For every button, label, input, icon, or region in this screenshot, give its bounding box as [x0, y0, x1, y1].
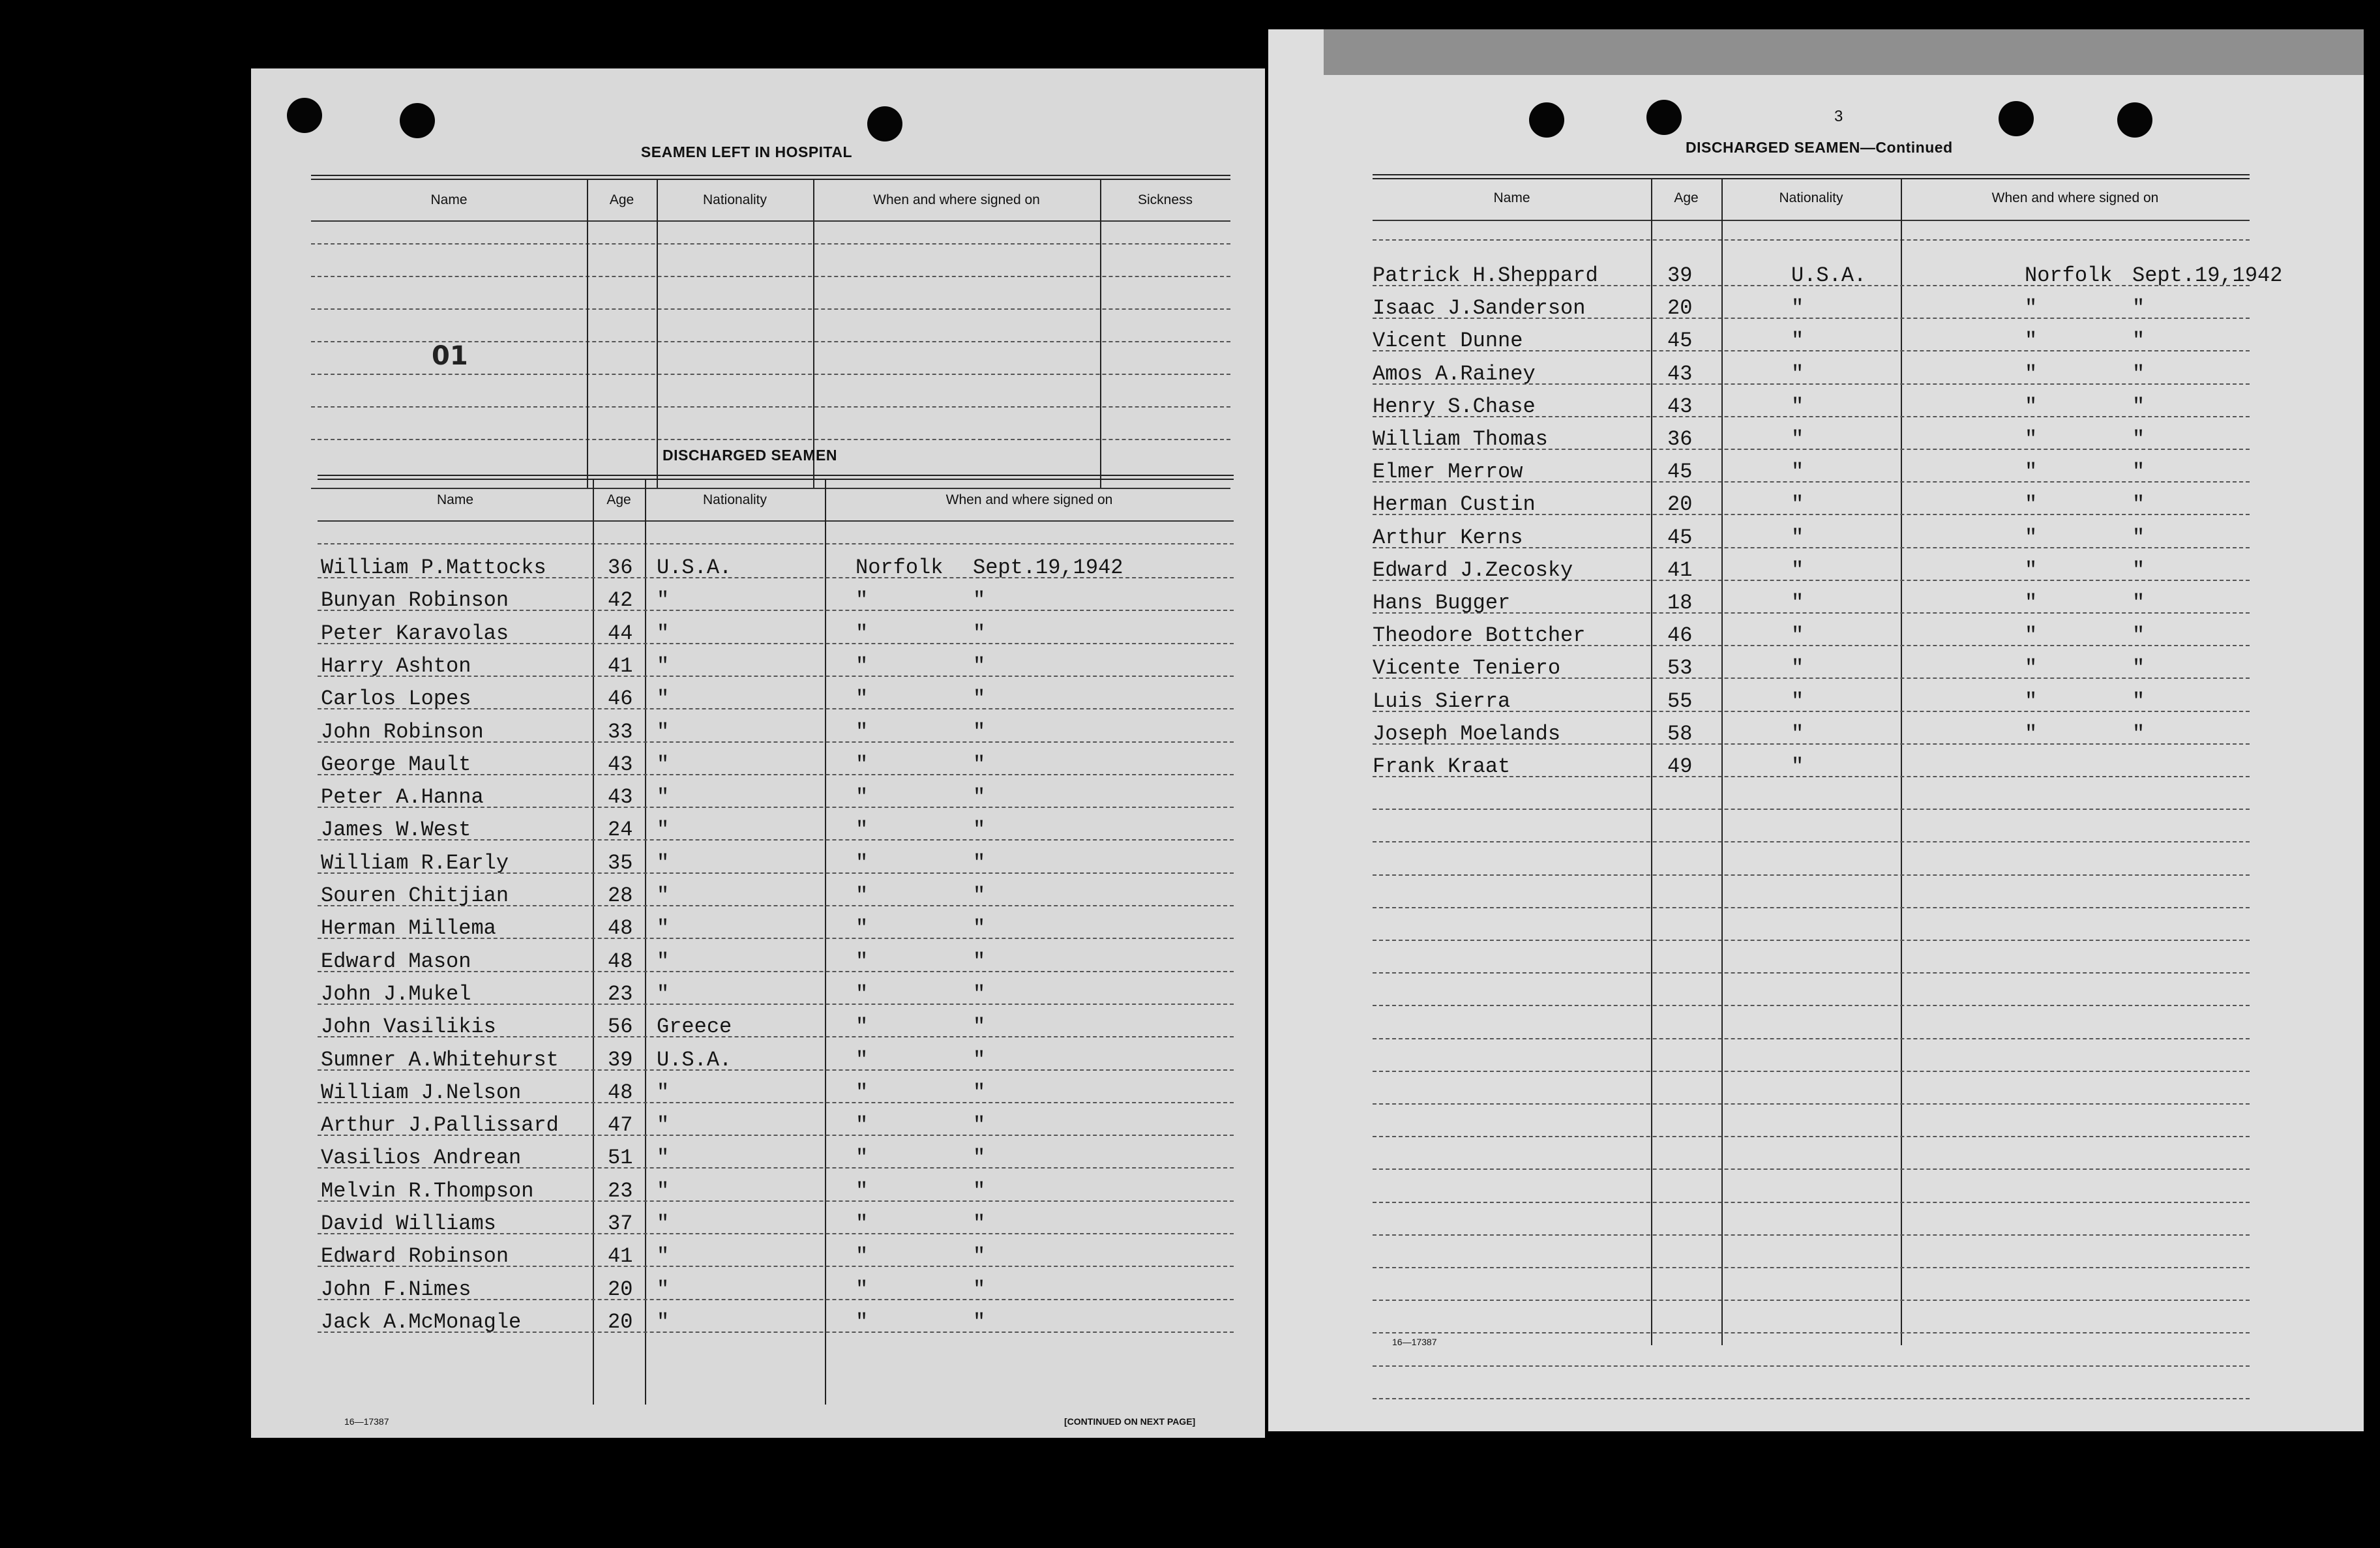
cell-date: Sept.19,1942	[2132, 263, 2283, 288]
cell-nationality: "	[657, 850, 670, 875]
row-rule	[1373, 972, 2250, 974]
cell-place: "	[2025, 558, 2038, 582]
cell-place: "	[2025, 656, 2038, 681]
cell-nationality: U.S.A.	[657, 1047, 732, 1072]
cell-place: "	[855, 1015, 869, 1039]
discharged-table	[318, 475, 1234, 1407]
cell-date: "	[973, 588, 986, 613]
cell-name: George Mault	[321, 752, 471, 777]
punch-hole	[2117, 102, 2152, 138]
cell-age: 24	[608, 818, 633, 842]
cell-place: "	[855, 752, 869, 777]
cell-nationality: "	[657, 1244, 670, 1269]
cell-name: Luis Sierra	[1373, 689, 1511, 713]
punch-hole	[287, 98, 322, 133]
cell-nationality: "	[657, 1146, 670, 1170]
cell-date: Sept.19,1942	[973, 556, 1123, 580]
cell-date: "	[2132, 329, 2145, 353]
cell-place: "	[2025, 394, 2038, 419]
discharged-section-title: DISCHARGED SEAMEN	[662, 447, 837, 464]
cell-nationality: U.S.A.	[1791, 263, 1867, 288]
cell-date: "	[973, 1244, 986, 1269]
cell-name: Jack A.McMonagle	[321, 1309, 522, 1334]
cell-place: "	[855, 949, 869, 974]
cell-place: "	[2025, 525, 2038, 550]
cell-date: "	[2132, 460, 2145, 484]
cell-name: Edward Mason	[321, 949, 471, 974]
cell-place: Norfolk	[2025, 263, 2113, 288]
row-rule	[1373, 809, 2250, 810]
cell-name: Vasilios Andrean	[321, 1146, 522, 1170]
cell-name: John F.Nimes	[321, 1277, 471, 1302]
row-rule	[1373, 1398, 2250, 1399]
cell-nationality: "	[1791, 427, 1804, 451]
column-header-nationality: Nationality	[1779, 190, 1843, 205]
row-rule	[1373, 1071, 2250, 1072]
cell-name: William R.Early	[321, 850, 509, 875]
discharged-continued-table	[1373, 174, 2283, 1348]
hospital-table	[311, 175, 1230, 491]
page-shadow-band	[1324, 29, 2364, 75]
cell-date: "	[973, 850, 986, 875]
cell-age: 48	[608, 1080, 633, 1105]
cell-age: 55	[1667, 689, 1693, 713]
cell-age: 44	[608, 621, 633, 646]
cell-date: "	[2132, 525, 2145, 550]
cell-date: "	[2132, 591, 2145, 615]
cell-nationality: "	[657, 1277, 670, 1302]
cell-date: "	[973, 1080, 986, 1105]
left-page	[251, 68, 1265, 1438]
cell-name: Edward J.Zecosky	[1373, 558, 1573, 582]
row-rule	[1373, 1202, 2250, 1203]
cell-date: "	[973, 687, 986, 711]
row-rule	[1373, 1300, 2250, 1301]
cell-name: Harry Ashton	[321, 653, 471, 678]
cell-place: "	[855, 653, 869, 678]
cell-date: "	[973, 1146, 986, 1170]
handwritten-mark: 01	[432, 341, 468, 371]
row-rule	[1373, 1103, 2250, 1105]
right-page	[1268, 29, 2364, 1431]
cell-age: 23	[608, 1178, 633, 1203]
cell-date: "	[973, 1309, 986, 1334]
cell-age: 43	[608, 752, 633, 777]
cell-place: "	[855, 1178, 869, 1203]
cell-place: "	[2025, 721, 2038, 746]
cell-age: 18	[1667, 591, 1693, 615]
cell-place: "	[2025, 689, 2038, 713]
column-header-name: Name	[1493, 190, 1530, 205]
cell-age: 37	[608, 1212, 633, 1236]
column-header-age: Age	[609, 192, 634, 207]
column-header-name: Name	[430, 192, 468, 207]
cell-age: 39	[1667, 263, 1693, 288]
cell-date: "	[973, 818, 986, 842]
cell-nationality: "	[1791, 296, 1804, 321]
row-rule	[1373, 841, 2250, 842]
cell-date: "	[2132, 623, 2145, 648]
row-rule	[1373, 1136, 2250, 1137]
cell-nationality: "	[1791, 492, 1804, 517]
cell-place: "	[2025, 591, 2038, 615]
column-header-nationality: Nationality	[702, 192, 767, 207]
cell-age: 53	[1667, 656, 1693, 681]
cell-place: Norfolk	[855, 556, 944, 580]
cell-age: 48	[608, 949, 633, 974]
cell-age: 42	[608, 588, 633, 613]
column-header-signed-on: When and where signed on	[873, 192, 1040, 207]
row-rule	[1373, 1332, 2250, 1333]
column-header-age: Age	[606, 492, 631, 507]
cell-nationality: "	[657, 981, 670, 1006]
cell-nationality: "	[1791, 329, 1804, 353]
cell-nationality: "	[1791, 689, 1804, 713]
cell-date: "	[973, 1047, 986, 1072]
cell-nationality: "	[657, 687, 670, 711]
cell-age: 49	[1667, 754, 1693, 779]
row-rule	[1373, 1267, 2250, 1268]
column-header-signed-on: When and where signed on	[1991, 190, 2159, 205]
cell-date: "	[973, 981, 986, 1006]
cell-name: Souren Chitjian	[321, 884, 509, 908]
cell-place: "	[2025, 296, 2038, 321]
cell-nationality: "	[657, 653, 670, 678]
cell-date: "	[973, 1015, 986, 1039]
cell-place: "	[855, 1277, 869, 1302]
cell-place: "	[855, 1244, 869, 1269]
cell-age: 48	[608, 916, 633, 941]
cell-nationality: "	[657, 949, 670, 974]
cell-date: "	[973, 1113, 986, 1138]
cell-place: "	[855, 588, 869, 613]
column-header-name: Name	[436, 492, 474, 507]
cell-place: "	[855, 1146, 869, 1170]
cell-name: Bunyan Robinson	[321, 588, 509, 613]
cell-nationality: "	[1791, 394, 1804, 419]
cell-nationality: U.S.A.	[657, 556, 732, 580]
cell-date: "	[2132, 394, 2145, 419]
cell-nationality: "	[657, 588, 670, 613]
cell-name: John J.Mukel	[321, 981, 471, 1006]
cell-date: "	[2132, 296, 2145, 321]
title-suffix: —Continued	[1860, 139, 1953, 156]
cell-date: "	[2132, 492, 2145, 517]
cell-name: John Vasilikis	[321, 1015, 496, 1039]
cell-nationality: "	[657, 916, 670, 941]
punch-hole	[1999, 101, 2034, 136]
cell-age: 41	[1667, 558, 1693, 582]
cell-name: Sumner A.Whitehurst	[321, 1047, 559, 1072]
row-rule	[1373, 1365, 2250, 1367]
cell-name: Elmer Merrow	[1373, 460, 1523, 484]
cell-place: "	[855, 1047, 869, 1072]
form-number: 16—17387	[1392, 1337, 1437, 1347]
cell-date: "	[2132, 558, 2145, 582]
cell-nationality: "	[657, 621, 670, 646]
cell-name: David Williams	[321, 1212, 496, 1236]
cell-nationality: "	[657, 785, 670, 810]
cell-nationality: "	[657, 1080, 670, 1105]
row-rule	[1373, 874, 2250, 876]
cell-age: 47	[608, 1113, 633, 1138]
cell-nationality: Greece	[657, 1015, 732, 1039]
cell-name: Patrick H.Sheppard	[1373, 263, 1598, 288]
cell-place: "	[2025, 329, 2038, 353]
cell-place: "	[855, 850, 869, 875]
page-number: 3	[1834, 108, 1843, 125]
cell-place: "	[855, 1212, 869, 1236]
cell-name: Joseph Moelands	[1373, 721, 1561, 746]
cell-date: "	[2132, 656, 2145, 681]
cell-age: 46	[1667, 623, 1693, 648]
cell-nationality: "	[657, 1309, 670, 1334]
column-header-nationality: Nationality	[702, 492, 767, 507]
cell-name: Carlos Lopes	[321, 687, 471, 711]
cell-name: Edward Robinson	[321, 1244, 509, 1269]
row-rule	[1373, 940, 2250, 941]
cell-place: "	[2025, 361, 2038, 386]
cell-age: 33	[608, 719, 633, 744]
cell-age: 20	[1667, 296, 1693, 321]
cell-date: "	[973, 916, 986, 941]
cell-name: William J.Nelson	[321, 1080, 522, 1105]
cell-age: 39	[608, 1047, 633, 1072]
cell-place: "	[855, 1080, 869, 1105]
cell-age: 45	[1667, 460, 1693, 484]
cell-nationality: "	[1791, 591, 1804, 615]
cell-nationality: "	[1791, 656, 1804, 681]
cell-nationality: "	[1791, 721, 1804, 746]
cell-name: Peter Karavolas	[321, 621, 509, 646]
cell-name: John Robinson	[321, 719, 484, 744]
column-header-sickness: Sickness	[1137, 192, 1193, 207]
cell-date: "	[973, 1277, 986, 1302]
cell-date: "	[973, 1178, 986, 1203]
punch-hole	[1529, 102, 1564, 138]
cell-place: "	[855, 719, 869, 744]
cell-place: "	[855, 818, 869, 842]
cell-nationality: "	[1791, 460, 1804, 484]
cell-nationality: "	[657, 1178, 670, 1203]
cell-place: "	[855, 1113, 869, 1138]
cell-name: Arthur J.Pallissard	[321, 1113, 559, 1138]
cell-nationality: "	[1791, 623, 1804, 648]
cell-nationality: "	[657, 1113, 670, 1138]
cell-age: 41	[608, 1244, 633, 1269]
cell-place: "	[855, 981, 869, 1006]
cell-age: 51	[608, 1146, 633, 1170]
cell-place: "	[855, 687, 869, 711]
cell-age: 43	[608, 785, 633, 810]
cell-place: "	[2025, 427, 2038, 451]
cell-nationality: "	[657, 719, 670, 744]
cell-nationality: "	[657, 1212, 670, 1236]
cell-name: Isaac J.Sanderson	[1373, 296, 1586, 321]
row-rule	[1373, 907, 2250, 908]
cell-date: "	[973, 785, 986, 810]
cell-age: 43	[1667, 394, 1693, 419]
cell-name: Frank Kraat	[1373, 754, 1511, 779]
cell-name: Herman Custin	[1373, 492, 1536, 517]
cell-age: 46	[608, 687, 633, 711]
cell-date: "	[2132, 721, 2145, 746]
cell-date: "	[973, 621, 986, 646]
row-rule	[1373, 1005, 2250, 1006]
title-main: DISCHARGED SEAMEN	[1686, 139, 1860, 156]
cell-date: "	[973, 752, 986, 777]
punch-hole	[400, 103, 435, 138]
cell-date: "	[2132, 689, 2145, 713]
cell-name: William Thomas	[1373, 427, 1548, 451]
cell-name: William P.Mattocks	[321, 556, 546, 580]
column-header-signed-on: When and where signed on	[945, 492, 1113, 507]
cell-age: 45	[1667, 329, 1693, 353]
row-rule	[1373, 1234, 2250, 1236]
cell-date: "	[973, 1212, 986, 1236]
cell-name: Henry S.Chase	[1373, 394, 1536, 419]
cell-nationality: "	[1791, 525, 1804, 550]
cell-age: 43	[1667, 361, 1693, 386]
cell-name: Theodore Bottcher	[1373, 623, 1586, 648]
cell-place: "	[855, 785, 869, 810]
punch-hole	[1646, 100, 1682, 135]
cell-place: "	[855, 1309, 869, 1334]
cell-name: Hans Bugger	[1373, 591, 1511, 615]
cell-age: 20	[1667, 492, 1693, 517]
cell-name: James W.West	[321, 818, 471, 842]
cell-age: 36	[608, 556, 633, 580]
cell-place: "	[2025, 492, 2038, 517]
cell-nationality: "	[657, 884, 670, 908]
cell-name: Herman Millema	[321, 916, 496, 941]
column-header-age: Age	[1674, 190, 1699, 205]
cell-age: 36	[1667, 427, 1693, 451]
cell-age: 23	[608, 981, 633, 1006]
cell-place: "	[2025, 623, 2038, 648]
cell-age: 20	[608, 1277, 633, 1302]
cell-name: Vicente Teniero	[1373, 656, 1561, 681]
cell-nationality: "	[657, 818, 670, 842]
cell-date: "	[973, 884, 986, 908]
cell-place: "	[2025, 460, 2038, 484]
cell-name: Peter A.Hanna	[321, 785, 484, 810]
cell-place: "	[855, 916, 869, 941]
hospital-section-title: SEAMEN LEFT IN HOSPITAL	[640, 143, 853, 160]
cell-age: 35	[608, 850, 633, 875]
cell-name: Arthur Kerns	[1373, 525, 1523, 550]
cell-name: Vicent Dunne	[1373, 329, 1523, 353]
cell-nationality: "	[657, 752, 670, 777]
cell-nationality: "	[1791, 361, 1804, 386]
row-rule	[1373, 1168, 2250, 1170]
cell-age: 45	[1667, 525, 1693, 550]
cell-date: "	[973, 949, 986, 974]
cell-nationality: "	[1791, 754, 1804, 779]
cell-date: "	[2132, 427, 2145, 451]
discharged-continued-title	[1686, 139, 1953, 156]
cell-nationality: "	[1791, 558, 1804, 582]
cell-age: 20	[608, 1309, 633, 1334]
row-rule	[1373, 1038, 2250, 1039]
cell-date: "	[2132, 361, 2145, 386]
continued-note: [CONTINUED ON NEXT PAGE]	[1064, 1416, 1196, 1427]
cell-place: "	[855, 621, 869, 646]
cell-place: "	[855, 884, 869, 908]
cell-date: "	[973, 653, 986, 678]
cell-date: "	[973, 719, 986, 744]
cell-age: 41	[608, 653, 633, 678]
cell-name: Melvin R.Thompson	[321, 1178, 534, 1203]
form-number: 16—17387	[344, 1416, 389, 1427]
punch-hole	[867, 106, 902, 141]
cell-age: 56	[608, 1015, 633, 1039]
cell-age: 28	[608, 884, 633, 908]
cell-age: 58	[1667, 721, 1693, 746]
cell-name: Amos A.Rainey	[1373, 361, 1536, 386]
